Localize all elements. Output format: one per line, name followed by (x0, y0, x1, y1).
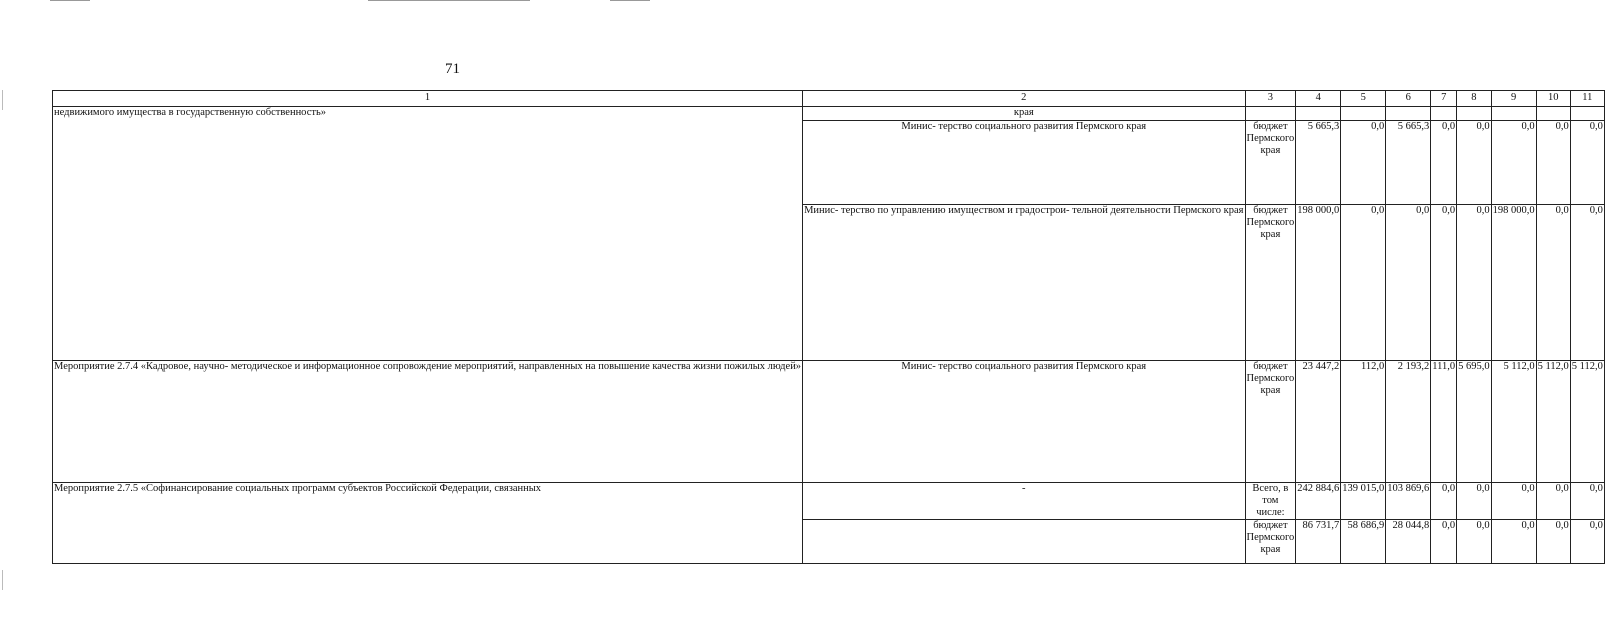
value-cell: 0,0 (1457, 205, 1492, 361)
column-header: 7 (1431, 91, 1457, 107)
column-header: 5 (1341, 91, 1386, 107)
value-cell: 0,0 (1457, 520, 1492, 564)
scan-edge-line (50, 0, 90, 1)
value-cell: 0,0 (1386, 205, 1431, 361)
source-cell: бюджет Пермского края (1245, 520, 1296, 564)
value-cell: 58 686,9 (1341, 520, 1386, 564)
page-number: 71 (445, 61, 460, 77)
executor-cell: Минис- терство социального развития Пермского края (803, 121, 1245, 205)
value-cell: 5 695,0 (1457, 361, 1492, 483)
source-cell: бюджет Пермского края (1245, 361, 1296, 483)
value-cell: 86 731,7 (1296, 520, 1341, 564)
value-cell: 111,0 (1431, 361, 1457, 483)
executor-cell: - (803, 483, 1245, 520)
value-cell: 0,0 (1570, 483, 1604, 520)
column-header: 3 (1245, 91, 1296, 107)
activity-name: Мероприятие 2.7.4 «Кадровое, научно- методическое и информационное сопровождение мероприятий, направленных на повышение качества жизни пожилых людей» (53, 361, 803, 483)
value-cell: 103 869,6 (1386, 483, 1431, 520)
value-cell: 0,0 (1491, 520, 1536, 564)
column-header: 10 (1536, 91, 1570, 107)
source-cell: бюджет Пермского края (1245, 205, 1296, 361)
value-cell: 28 044,8 (1386, 520, 1431, 564)
column-header: 6 (1386, 91, 1431, 107)
value-cell: 0,0 (1570, 121, 1604, 205)
source-cell: бюджет Пермского края (1245, 121, 1296, 205)
scan-edge-mark (2, 90, 3, 110)
scan-edge-line (368, 0, 530, 1)
budget-table (52, 90, 1605, 564)
value-cell: 0,0 (1431, 483, 1457, 520)
executor-cell: Минис- терство по управлению имуществом и градострои- тельной деятельности Пермского края (803, 205, 1245, 361)
value-cell: 0,0 (1570, 205, 1604, 361)
value-cell: 0,0 (1536, 483, 1570, 520)
value-cell: 0,0 (1491, 483, 1536, 520)
value-cell: 0,0 (1431, 520, 1457, 564)
value-cell: 0,0 (1341, 121, 1386, 205)
value-cell: 242 884,6 (1296, 483, 1341, 520)
activity-name: недвижимого имущества в государственную собственность» (53, 107, 803, 361)
column-header: 8 (1457, 91, 1492, 107)
source-cell: Всего, в том числе: (1245, 483, 1296, 520)
column-header: 4 (1296, 91, 1341, 107)
value-cell: 0,0 (1536, 205, 1570, 361)
scan-edge-line (610, 0, 650, 1)
value-cell: 198 000,0 (1491, 205, 1536, 361)
value-cell: 5 112,0 (1536, 361, 1570, 483)
value-cell: 0,0 (1536, 121, 1570, 205)
value-cell: 0,0 (1457, 121, 1492, 205)
value-cell: 0,0 (1570, 520, 1604, 564)
table-row (53, 107, 1605, 121)
value-cell: 5 665,3 (1386, 121, 1431, 205)
value-cell: 2 193,2 (1386, 361, 1431, 483)
scan-edge-mark (2, 570, 3, 590)
table-row (53, 483, 1605, 520)
value-cell: 0,0 (1341, 205, 1386, 361)
value-cell: 0,0 (1431, 121, 1457, 205)
value-cell: 0,0 (1536, 520, 1570, 564)
value-cell: 0,0 (1457, 483, 1492, 520)
value-cell: 198 000,0 (1296, 205, 1341, 361)
value-cell: 5 112,0 (1491, 361, 1536, 483)
value-cell: 139 015,0 (1341, 483, 1386, 520)
value-cell: 23 447,2 (1296, 361, 1341, 483)
column-header: 1 (53, 91, 803, 107)
value-cell: 0,0 (1491, 121, 1536, 205)
table-row (53, 361, 1605, 483)
executor-cell: края (803, 107, 1245, 121)
value-cell: 5 665,3 (1296, 121, 1341, 205)
value-cell: 112,0 (1341, 361, 1386, 483)
column-header: 2 (803, 91, 1245, 107)
column-header: 9 (1491, 91, 1536, 107)
value-cell: 0,0 (1431, 205, 1457, 361)
activity-name: Мероприятие 2.7.5 «Софинансирование социальных программ субъектов Российской Федерации, связанных (53, 483, 803, 564)
executor-cell (803, 520, 1245, 564)
value-cell: 5 112,0 (1570, 361, 1604, 483)
column-header: 11 (1570, 91, 1604, 107)
executor-cell: Минис- терство социального развития Пермского края (803, 361, 1245, 483)
header-row (53, 91, 1605, 107)
